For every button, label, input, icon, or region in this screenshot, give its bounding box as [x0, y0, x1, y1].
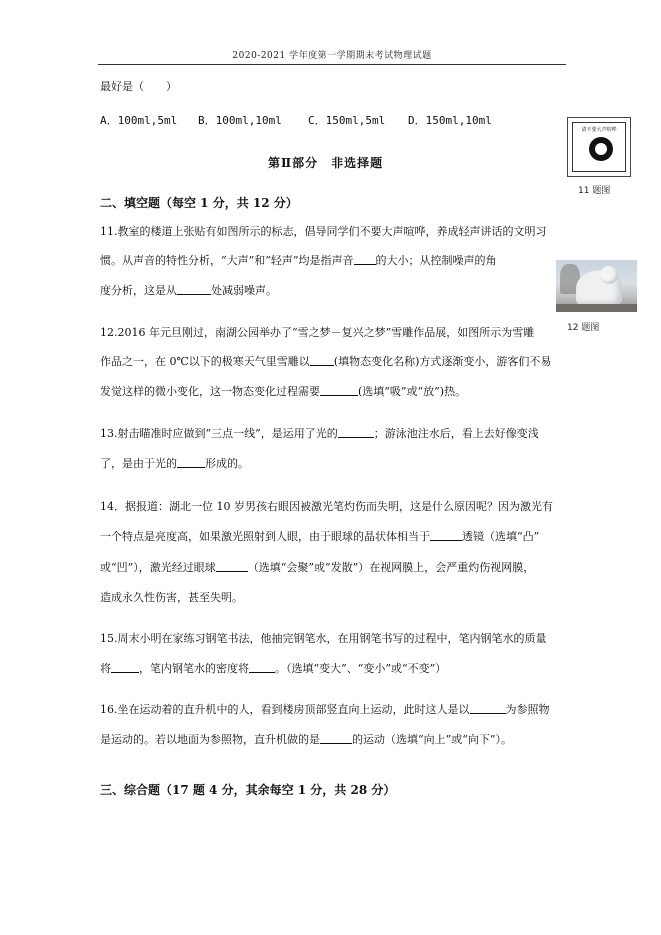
- page-header-title: 2020-2021 学年度第一学期期末考试物理试题: [232, 51, 432, 61]
- q15-blank2: [249, 662, 275, 673]
- section-title: 第Ⅱ部分 非选择题: [268, 156, 384, 170]
- option-a: A．100ml,5ml: [100, 114, 178, 127]
- q11-blank2: [177, 284, 211, 295]
- q12-line2: 作品之一，在 0℃以下的极寒天气里雪雕以 (填物态变化名称)方式逐渐变小，游客们不易: [100, 355, 552, 368]
- q10-tail-text: 最好是（ ）: [100, 80, 177, 93]
- q13-line1: 13.射击瞄准时应做到“三点一线”，是运用了光的 ；游泳池注水后，看上去好像变浅: [100, 427, 539, 440]
- fig12-caption: 12 题图: [567, 323, 600, 333]
- q16-blank2: [320, 733, 352, 744]
- q13-blank1: [338, 427, 374, 438]
- q11-line1: 11.教室的楼道上张贴有如图所示的标志，倡导同学们不要大声喧哗，养成轻声讲话的文明习: [100, 225, 547, 238]
- part3-heading: 三、综合题（17 题 4 分，其余每空 1 分，共 28 分）: [100, 783, 396, 797]
- fig12-snow-sculpture-photo: [556, 260, 637, 312]
- q16-blank1: [470, 703, 506, 714]
- q12-blank1: [310, 355, 334, 366]
- option-b: B．100ml,10ml: [198, 114, 282, 127]
- q12-line3: 发觉这样的微小变化，这一物态变化过程需要 (选填“吸”或“放”)热。: [100, 385, 467, 398]
- quiet-sign-icon: [589, 137, 613, 161]
- option-d: D．150ml,10ml: [408, 114, 492, 127]
- q14-blank1: [430, 530, 462, 541]
- q15-line1: 15.周末小明在家练习钢笔书法，他抽完钢笔水，在用钢笔书写的过程中，笔内钢笔水的质量: [100, 632, 547, 645]
- part2-heading: 二、填空题（每空 1 分，共 12 分）: [100, 196, 298, 210]
- q12-line1: 12.2016 年元旦刚过，南湖公园举办了“雪之梦－复兴之梦”雪雕作品展，如图所示为雪雕: [100, 326, 535, 339]
- q11-blank1: [354, 254, 376, 265]
- q16-line1: 16.坐在运动着的直升机中的人，看到楼房顶部竖直向上运动，此时这人是以 为参照物: [100, 703, 550, 716]
- q13-blank2: [177, 457, 205, 468]
- q14-line1: 14．据报道：湖北一位 10 岁男孩右眼因被激光笔灼伤而失明，这是什么原因呢？因为激光有: [100, 500, 553, 513]
- option-c: C．150ml,5ml: [308, 114, 386, 127]
- q14-line2: 一个特点是亮度高，如果激光照射到人眼，由于眼球的晶状体相当于 透镜（选填“凸”: [100, 530, 540, 543]
- q14-line3: 或“凹”），激光经过眼球 （选填“会聚”或“发散”）在视网膜上，会严重灼伤视网膜，: [100, 561, 535, 574]
- q13-line2: 了，是由于光的 形成的。: [100, 457, 249, 470]
- q14-blank2: [216, 561, 248, 572]
- fig11-quiet-sign: [567, 117, 631, 177]
- fig11-sign-text: 请不要大声喧哗: [581, 127, 617, 133]
- fig11-caption: 11 题图: [578, 186, 611, 196]
- q11-line3: 度分析，这是从 处减弱噪声。: [100, 284, 277, 297]
- header-divider: [98, 64, 566, 65]
- q12-blank2: [320, 385, 358, 396]
- q11-line2: 惯。从声音的特性分析，“大声”和“轻声”均是指声音 的大小；从控制噪声的角: [100, 254, 497, 267]
- q16-line2: 是运动的。若以地面为参照物，直升机做的是 的运动（选填“向上”或“向下”）。: [100, 733, 512, 746]
- q15-line2: 将 ，笔内钢笔水的密度将 。（选填“变大”、“变小”或“不变”）: [100, 662, 447, 675]
- q14-line4: 造成永久性伤害，甚至失明。: [100, 591, 243, 604]
- q15-blank1: [111, 662, 139, 673]
